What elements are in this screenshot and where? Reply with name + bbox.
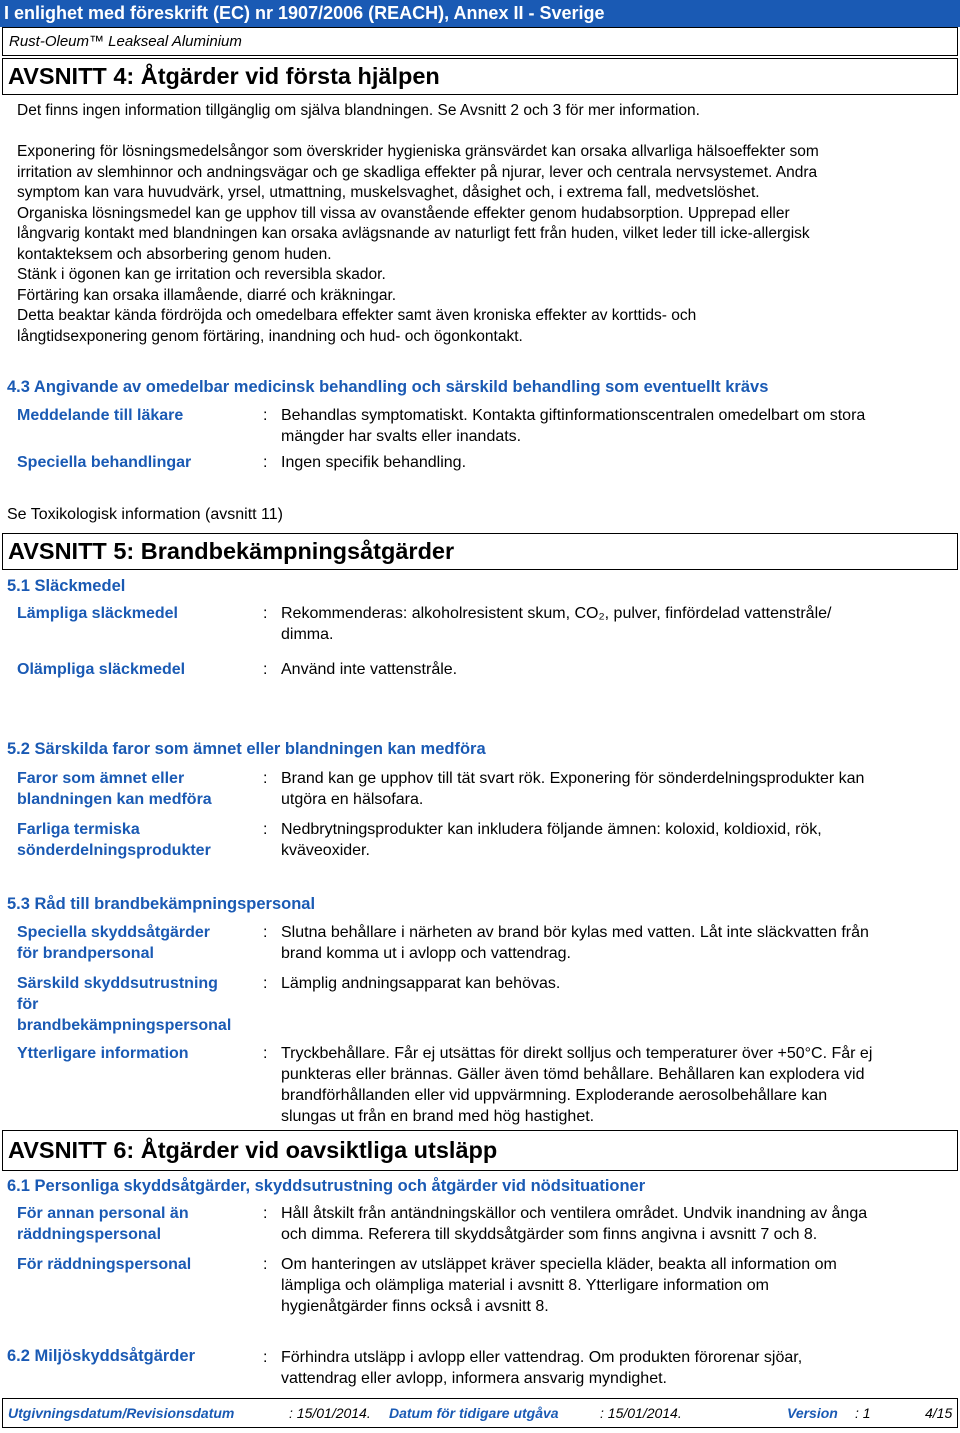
- issue-date-label: Utgivningsdatum/Revisionsdatum: [8, 1405, 235, 1421]
- field-label-speciella-behandlingar: Speciella behandlingar: [17, 454, 192, 471]
- exposure-line: Förtäring kan orsaka illamående, diarré och kräkningar.: [17, 286, 397, 304]
- see-toxicology-note: Se Toxikologisk information (avsnitt 11): [7, 506, 283, 523]
- section-4-heading: [2, 58, 958, 95]
- field-value-raddningspersonal: Om hanteringen av utsläppet kräver speciella kläder, beakta all information om lämpliga och olämpliga material i avsnitt 8. Ytterligare information om hygienåtgärder finns också i avsnitt 8.: [281, 1256, 837, 1315]
- subsection-5-2-heading: 5.2 Särskilda faror som ämnet eller blandningen kan medföra: [7, 740, 486, 758]
- previous-date-value: : 15/01/2014.: [600, 1405, 682, 1421]
- version-value: : 1: [855, 1405, 871, 1421]
- field-colon: :: [263, 454, 268, 471]
- section-5-heading: [2, 533, 958, 570]
- field-value-sarskild-skyddsutrustning: Lämplig andningsapparat kan behövas.: [281, 975, 561, 992]
- field-value-speciella-skyddsatgarder: Slutna behållare i närheten av brand bör kylas med vatten. Låt inte släckvatten från brand komma ut i avlopp och vattendrag.: [281, 924, 869, 962]
- section-6-title: AVSNITT 6: Åtgärder vid oavsiktliga utsläpp: [8, 1137, 498, 1163]
- subsection-5-3-heading: 5.3 Råd till brandbekämpningspersonal: [7, 895, 316, 913]
- field-value-ytterligare-information: Tryckbehållare. Får ej utsättas för direkt solljus och temperaturer över +50°C. Får ej punkteras eller brännas. Gäller även tömd behållare. Behållaren kan explodera vid brandförhållanden eller vid uppvärmning. Exploderande aerosolbehållare kan slungas ut från en brand med hög hastighet.: [281, 1045, 873, 1125]
- issue-date-value: : 15/01/2014.: [289, 1405, 371, 1421]
- subsection-5-1-heading: 5.1 Släckmedel: [7, 577, 126, 595]
- field-value-speciella-behandlingar: Ingen specifik behandling.: [281, 454, 467, 471]
- field-colon: :: [263, 605, 268, 622]
- field-colon: :: [263, 975, 268, 992]
- field-label-meddelande: Meddelande till läkare: [17, 407, 184, 424]
- exposure-line: Organiska lösningsmedel kan ge upphov till vissa av ovanstående effekter genom hudabsorption. Upprepad eller: [17, 204, 790, 222]
- field-colon: :: [263, 1205, 268, 1222]
- field-colon: :: [263, 661, 268, 678]
- field-label-lampliga-slackmedel: Lämpliga släckmedel: [17, 605, 178, 622]
- section-4-intro: Det finns ingen information tillgänglig om själva blandningen. Se Avsnitt 2 och 3 för mer information.: [17, 102, 700, 119]
- version-label: Version: [787, 1405, 838, 1421]
- field-colon: :: [263, 770, 268, 787]
- exposure-line: irritation av slemhinnor och andningsvägar och ge skadliga effekter på njurar, lever och centrala nervsystemet. Andra: [17, 163, 818, 181]
- field-label-ytterligare-information: Ytterligare information: [17, 1045, 189, 1062]
- exposure-line: långtidsexponering genom förtäring, inandning och hud- och ögonkontakt.: [17, 327, 523, 345]
- field-label-olampliga-slackmedel: Olämpliga släckmedel: [17, 661, 186, 678]
- section-6-heading: [2, 1130, 958, 1171]
- subsection-6-1-heading: 6.1 Personliga skyddsåtgärder, skyddsutrustning och åtgärder vid nödsituationer: [7, 1177, 646, 1195]
- subsection-4-3-heading: 4.3 Angivande av omedelbar medicinsk behandling och särskild behandling som eventuellt krävs: [7, 378, 769, 396]
- exposure-line: Exponering för lösningsmedelsångor som överskrider hygieniska gränsvärdet kan orsaka allvarliga hälsoeffekter som: [17, 143, 819, 160]
- subsection-6-2-heading: 6.2 Miljöskyddsåtgärder: [7, 1347, 195, 1365]
- field-colon: :: [263, 407, 268, 424]
- exposure-line: kontakteksem och absorbering genom huden.: [17, 245, 332, 263]
- field-label-farliga-termiska: Farliga termiska sönderdelningsprodukter: [17, 821, 211, 859]
- regulation-title: I enlighet med föreskrift (EC) nr 1907/2006 (REACH), Annex II - Sverige: [4, 3, 605, 23]
- exposure-paragraph: [17, 142, 947, 347]
- exposure-line: Detta beaktar kända fördröjda och omedelbara effekter samt även kroniska effekter av korttids- och: [17, 307, 697, 324]
- product-name: Rust-Oleum™ Leakseal Aluminium: [9, 33, 242, 50]
- field-colon: :: [263, 1349, 268, 1366]
- product-name-bar: [2, 27, 958, 56]
- field-colon: :: [263, 821, 268, 838]
- field-value-faror: Brand kan ge upphov till tät svart rök. Exponering för sönderdelningsprodukter kan utgöra en hälsofara.: [281, 770, 865, 808]
- field-label-faror: Faror som ämnet eller blandningen kan medföra: [17, 770, 212, 808]
- field-label-raddningspersonal: För räddningspersonal: [17, 1256, 192, 1273]
- field-colon: :: [263, 1256, 268, 1273]
- field-value-meddelande: Behandlas symptomatiskt. Kontakta giftinformationscentralen omedelbart om stora mängder har svalts eller inandats.: [281, 407, 866, 445]
- field-value-farliga-termiska: Nedbrytningsprodukter kan inkludera följande ämnen: koloxid, koldioxid, rök, kväveoxider.: [281, 821, 822, 859]
- field-value-annan-personal: Håll åtskilt från antändningskällor och ventilera området. Undvik inandning av ånga och dimma. Referera till skyddsåtgärder som finns angivna i avsnitt 7 och 8.: [281, 1205, 868, 1243]
- field-value-lampliga-slackmedel: Rekommenderas: alkoholresistent skum, CO₂, pulver, finfördelad vattenstråle/ dimma.: [281, 605, 832, 643]
- field-label-annan-personal: För annan personal än räddningspersonal: [17, 1205, 189, 1243]
- document-footer: [2, 1398, 958, 1428]
- section-4-title: AVSNITT 4: Åtgärder vid första hjälpen: [8, 63, 440, 89]
- page-number: 4/15: [925, 1405, 953, 1421]
- exposure-line: Stänk i ögonen kan ge irritation och reversibla skador.: [17, 266, 386, 283]
- document-header-bar: [0, 0, 960, 27]
- field-label-sarskild-skyddsutrustning: Särskild skyddsutrustning för brandbekämpningspersonal: [17, 975, 232, 1034]
- field-colon: :: [263, 924, 268, 941]
- field-value-miljoskydd: Förhindra utsläpp i avlopp eller vattendrag. Om produkten förorenar sjöar, vattendrag eller avlopp, informera ansvarig myndighet.: [281, 1349, 803, 1387]
- previous-date-label: Datum för tidigare utgåva: [389, 1405, 559, 1421]
- section-5-title: AVSNITT 5: Brandbekämpningsåtgärder: [8, 538, 455, 564]
- field-label-speciella-skyddsatgarder: Speciella skyddsåtgärder för brandpersonal: [17, 924, 210, 962]
- field-colon: :: [263, 1045, 268, 1062]
- exposure-line: symptom kan vara huvudvärk, yrsel, utmattning, muskelsvaghet, dåsighet och, i extrema fall, medvetslöshet.: [17, 184, 760, 201]
- exposure-line: långvarig kontakt med blandningen kan orsaka avlägsnande av naturligt fett från huden, vilket leder till icke-allergisk: [17, 225, 810, 242]
- field-value-olampliga-slackmedel: Använd inte vattenstråle.: [281, 661, 458, 678]
